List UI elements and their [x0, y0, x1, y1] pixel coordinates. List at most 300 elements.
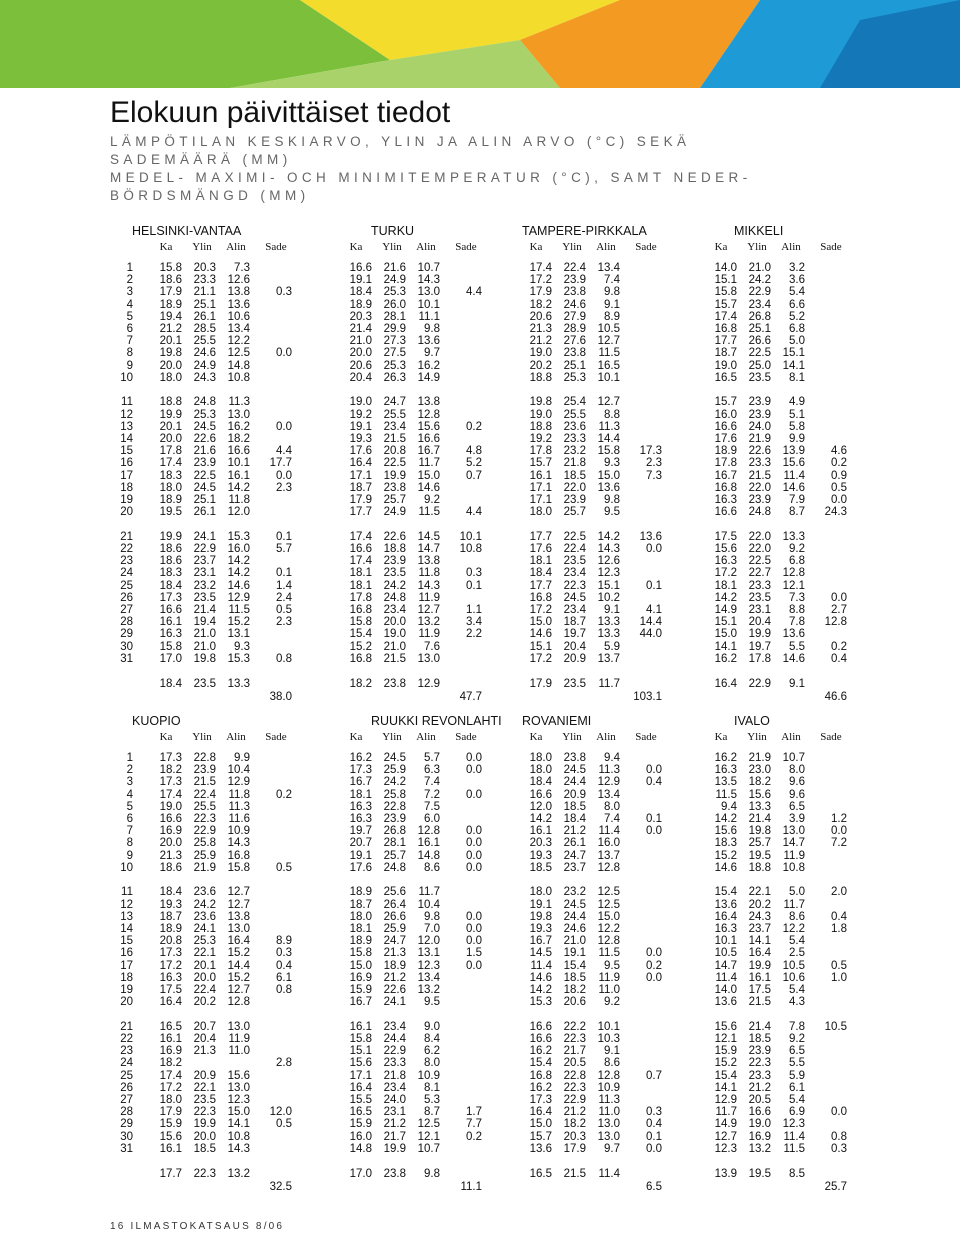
data-cell: 15.7	[529, 1130, 552, 1143]
data-cell: 2.2	[466, 628, 482, 641]
data-cell: 16.3	[714, 764, 737, 777]
summary-cell: 17.9	[529, 678, 552, 691]
data-cell: 17.4	[159, 457, 182, 470]
data-cell: 25.7	[748, 837, 771, 850]
data-cell: 11.5	[228, 604, 250, 616]
data-cell: 16.7	[417, 445, 440, 458]
data-cell: 16.6	[748, 1106, 771, 1119]
data-cell: 26.1	[193, 506, 216, 519]
day-number: 9	[126, 849, 133, 862]
data-cell: 0.0	[466, 935, 482, 948]
data-cell: 24.6	[193, 347, 216, 360]
data-cell: 0.0	[646, 825, 662, 838]
day-number: 2	[126, 764, 133, 777]
data-cell: 11.3	[598, 764, 620, 777]
data-cell: 17.9	[159, 1106, 182, 1119]
summary-cell: 9.8	[424, 1168, 440, 1181]
data-cell: 21.4	[349, 323, 372, 335]
data-cell: 19.5	[159, 506, 182, 519]
data-cell: 18.5	[563, 800, 586, 813]
data-cell: 21.0	[193, 640, 216, 653]
data-cell: 1.1	[466, 604, 482, 616]
data-cell: 24.7	[383, 396, 406, 409]
data-cell: 12.3	[714, 1142, 737, 1155]
data-cell: 21.8	[563, 457, 586, 470]
data-cell: 0.5	[831, 481, 847, 494]
data-cell: 16.2	[227, 420, 250, 433]
data-cell: 0.7	[466, 469, 482, 482]
data-cell: 25.7	[383, 849, 406, 862]
data-cell: 11.7	[783, 898, 805, 911]
data-cell: 15.1	[714, 616, 737, 629]
data-cell: 23.5	[748, 591, 771, 604]
data-cell: 21.4	[748, 1020, 771, 1033]
data-cell: 25.7	[563, 506, 586, 519]
data-cell: 15.1	[714, 274, 737, 287]
data-cell: 25.5	[193, 335, 216, 348]
data-cell: 0.3	[276, 947, 292, 960]
data-cell: 15.3	[529, 996, 552, 1009]
data-cell: 15.0	[529, 1118, 552, 1131]
data-cell: 6.5	[789, 800, 805, 813]
data-cell: 22.3	[193, 813, 216, 825]
summary-cell: 21.5	[563, 1168, 586, 1181]
data-cell: 23.8	[563, 752, 586, 764]
summary-cell: 11.7	[598, 678, 620, 691]
data-cell: 25.1	[193, 494, 216, 506]
data-cell: 15.2	[227, 971, 250, 984]
day-number: 16	[120, 457, 133, 470]
data-cell: 20.8	[383, 445, 406, 458]
data-cell: 18.9	[159, 923, 182, 935]
data-cell: 9.1	[604, 1045, 620, 1058]
data-cell: 7.4	[604, 274, 620, 287]
data-cell: 17.2	[529, 604, 552, 616]
data-cell: 16.3	[349, 800, 372, 813]
data-cell: 12.7	[227, 984, 250, 996]
data-cell: 17.7	[529, 530, 552, 543]
data-cell: 16.7	[529, 935, 552, 948]
data-cell: 6.8	[789, 323, 805, 335]
data-cell: 23.6	[193, 910, 216, 923]
data-cell: 11.4	[715, 971, 737, 984]
data-cell: 15.6	[782, 457, 805, 470]
data-cell: 5.9	[604, 640, 620, 653]
data-cell: 23.5	[383, 567, 406, 580]
data-cell: 23.9	[748, 1045, 771, 1058]
day-number: 14	[120, 433, 133, 445]
data-cell: 11.0	[598, 1106, 620, 1119]
data-cell: 19.9	[748, 959, 771, 972]
data-cell: 16.4	[227, 935, 250, 948]
data-cell: 14.6	[782, 481, 805, 494]
data-cell: 14.2	[714, 813, 737, 825]
data-cell: 0.1	[466, 579, 482, 592]
data-cell: 17.3	[349, 764, 372, 777]
data-cell: 17.3	[159, 947, 182, 960]
data-cell: 25.9	[383, 923, 406, 935]
data-cell: 14.6	[529, 971, 552, 984]
data-cell: 0.0	[831, 494, 847, 506]
day-number: 25	[120, 1069, 133, 1082]
data-cell: 18.4	[529, 776, 552, 789]
day-number: 26	[120, 591, 133, 604]
data-cell: 0.0	[466, 837, 482, 850]
data-cell: 24.3	[824, 506, 847, 519]
day-number: 3	[126, 286, 133, 299]
data-cell: 13.8	[417, 555, 440, 568]
data-cell: 16.2	[714, 752, 737, 764]
column-header: Ka	[349, 241, 363, 253]
data-cell: 18.1	[349, 923, 372, 935]
data-cell: 8.0	[604, 800, 620, 813]
day-number: 23	[120, 555, 133, 568]
data-cell: 13.0	[597, 1130, 620, 1143]
data-cell: 15.6	[748, 788, 771, 801]
data-cell: 21.0	[349, 335, 372, 348]
data-cell: 1.0	[831, 971, 847, 984]
data-cell: 26.8	[383, 825, 406, 838]
data-cell: 18.6	[159, 555, 182, 568]
data-cell: 0.1	[646, 579, 662, 592]
data-cell: 44.0	[639, 628, 662, 641]
data-cell: 10.4	[417, 898, 440, 911]
data-cell: 11.9	[418, 628, 440, 641]
day-number: 11	[121, 886, 133, 899]
data-cell: 5.8	[789, 420, 805, 433]
data-cell: 0.4	[831, 652, 847, 665]
data-cell: 16.2	[529, 1045, 552, 1058]
data-cell: 16.6	[417, 433, 440, 445]
data-cell: 16.5	[714, 371, 737, 384]
data-cell: 1.2	[831, 813, 847, 825]
data-cell: 20.4	[748, 616, 771, 629]
data-cell: 17.8	[349, 591, 372, 604]
day-number: 20	[120, 506, 133, 519]
data-cell: 15.8	[349, 1033, 372, 1045]
data-cell: 17.8	[748, 652, 771, 665]
data-cell: 14.4	[639, 616, 662, 629]
data-cell: 6.6	[789, 298, 805, 311]
data-cell: 14.2	[227, 481, 250, 494]
data-cell: 17.1	[349, 1069, 372, 1082]
data-cell: 13.0	[597, 1118, 620, 1131]
data-cell: 18.2	[563, 984, 586, 996]
data-cell: 15.1	[529, 640, 552, 653]
data-cell: 12.1	[782, 579, 805, 592]
data-cell: 23.6	[193, 886, 216, 899]
data-cell: 11.3	[228, 396, 250, 409]
data-cell: 25.1	[748, 323, 771, 335]
data-cell: 24.7	[383, 935, 406, 948]
data-cell: 7.0	[424, 923, 440, 935]
data-cell: 17.7	[714, 335, 737, 348]
data-cell: 18.8	[159, 396, 182, 409]
data-cell: 25.9	[193, 849, 216, 862]
day-number: 17	[120, 469, 133, 482]
data-cell: 10.5	[597, 323, 620, 335]
data-cell: 12.5	[597, 898, 620, 911]
data-cell: 11.5	[598, 347, 620, 360]
data-cell: 20.0	[383, 616, 406, 629]
data-cell: 21.0	[563, 935, 586, 948]
data-cell: 0.0	[276, 420, 292, 433]
summary-cell: 17.7	[159, 1168, 182, 1181]
column-header: Alin	[781, 241, 801, 253]
data-cell: 16.3	[714, 555, 737, 568]
data-cell: 7.2	[424, 788, 440, 801]
data-cell: 12.8	[417, 825, 440, 838]
data-cell: 13.6	[529, 1142, 552, 1155]
data-cell: 23.3	[748, 1069, 771, 1082]
day-number: 25	[120, 579, 133, 592]
column-header: Ka	[159, 731, 173, 743]
data-cell: 28.5	[193, 323, 216, 335]
data-cell: 22.1	[748, 886, 771, 899]
data-cell: 12.7	[227, 886, 250, 899]
data-cell: 22.3	[563, 579, 586, 592]
data-cell: 20.9	[193, 1069, 216, 1082]
data-cell: 12.9	[597, 776, 620, 789]
data-cell: 5.1	[789, 408, 805, 421]
data-cell: 21.5	[748, 469, 771, 482]
data-cell: 20.2	[748, 898, 771, 911]
data-cell: 12.8	[227, 996, 250, 1009]
data-cell: 13.3	[597, 628, 620, 641]
data-cell: 24.1	[383, 996, 406, 1009]
station-name: TURKU	[371, 224, 415, 238]
data-cell: 22.9	[193, 825, 216, 838]
column-header: Ylin	[747, 731, 767, 743]
data-cell: 15.6	[159, 1130, 182, 1143]
day-number: 4	[126, 298, 133, 311]
data-cell: 10.6	[227, 310, 250, 323]
data-cell: 17.3	[159, 591, 182, 604]
data-cell: 13.1	[227, 628, 250, 641]
data-cell: 14.4	[597, 433, 620, 445]
data-cell: 20.9	[563, 652, 586, 665]
data-cell: 20.7	[349, 837, 372, 850]
data-cell: 23.1	[748, 604, 771, 616]
data-cell: 24.8	[383, 861, 406, 874]
data-cell: 21.1	[193, 286, 216, 299]
data-cell: 17.4	[349, 555, 372, 568]
data-cell: 17.7	[269, 457, 292, 470]
data-cell: 24.6	[563, 298, 586, 311]
summary-cell: 18.4	[159, 678, 182, 691]
data-cell: 17.4	[529, 262, 552, 274]
data-cell: 13.4	[597, 788, 620, 801]
data-cell: 13.6	[782, 628, 805, 641]
station-name: HELSINKI-VANTAA	[132, 224, 242, 238]
data-cell: 3.9	[789, 813, 805, 825]
day-number: 11	[121, 396, 133, 409]
station-name: TAMPERE-PIRKKALA	[522, 224, 647, 238]
data-cell: 9.3	[234, 640, 250, 653]
data-cell: 10.2	[597, 591, 620, 604]
data-cell: 24.8	[748, 506, 771, 519]
day-number: 3	[126, 776, 133, 789]
day-number: 9	[126, 359, 133, 372]
data-cell: 13.0	[227, 1020, 250, 1033]
data-cell: 0.0	[831, 825, 847, 838]
data-cell: 5.7	[276, 543, 292, 555]
data-cell: 10.8	[782, 861, 805, 874]
data-cell: 18.1	[349, 579, 372, 592]
data-cell: 19.9	[383, 1142, 406, 1155]
data-cell: 16.4	[159, 996, 182, 1009]
data-cell: 7.3	[789, 591, 805, 604]
data-cell: 9.8	[604, 286, 620, 299]
summary-cell: 8.5	[789, 1168, 805, 1181]
data-cell: 19.2	[349, 408, 372, 421]
data-cell: 14.2	[227, 567, 250, 580]
data-cell: 13.7	[597, 849, 620, 862]
data-cell: 14.6	[529, 628, 552, 641]
data-cell: 22.4	[563, 543, 586, 555]
data-cell: 15.6	[714, 1020, 737, 1033]
column-header: Sade	[820, 731, 842, 743]
data-cell: 13.0	[227, 1081, 250, 1094]
data-cell: 14.2	[714, 591, 737, 604]
data-cell: 16.3	[159, 971, 182, 984]
data-cell: 5.7	[424, 752, 440, 764]
data-cell: 0.0	[646, 971, 662, 984]
data-cell: 2.7	[831, 604, 847, 616]
data-cell: 23.8	[383, 481, 406, 494]
data-cell: 16.0	[227, 543, 250, 555]
data-cell: 0.1	[276, 567, 292, 580]
data-cell: 16.3	[714, 923, 737, 935]
data-cell: 22.2	[563, 1020, 586, 1033]
data-cell: 0.0	[831, 1106, 847, 1119]
data-cell: 24.5	[563, 764, 586, 777]
data-cell: 12.7	[417, 604, 440, 616]
data-cell: 22.7	[748, 567, 771, 580]
data-cell: 27.6	[563, 335, 586, 348]
data-cell: 17.9	[349, 494, 372, 506]
data-cell: 5.4	[789, 286, 805, 299]
data-cell: 14.3	[417, 579, 440, 592]
data-cell: 8.9	[604, 310, 620, 323]
data-cell: 20.0	[159, 837, 182, 850]
data-cell: 24.9	[193, 359, 216, 372]
data-cell: 2.3	[276, 481, 292, 494]
data-cell: 18.0	[159, 371, 182, 384]
data-cell: 26.1	[193, 310, 216, 323]
data-cell: 0.0	[466, 788, 482, 801]
data-cell: 2.3	[276, 616, 292, 629]
data-cell: 24.3	[748, 910, 771, 923]
subtitle-line: SADEMÄÄRÄ (MM)	[110, 152, 292, 167]
data-cell: 22.0	[748, 543, 771, 555]
data-cell: 15.9	[159, 1118, 182, 1131]
column-header: Ka	[529, 241, 543, 253]
data-cell: 13.9	[782, 445, 805, 458]
data-cell: 19.0	[714, 359, 737, 372]
data-cell: 25.1	[563, 359, 586, 372]
day-number: 19	[120, 984, 133, 996]
data-cell: 16.1	[748, 971, 771, 984]
data-cell: 18.4	[159, 886, 182, 899]
data-cell: 16.5	[159, 1020, 182, 1033]
data-cell: 18.9	[159, 494, 182, 506]
data-cell: 28.9	[563, 323, 586, 335]
data-cell: 1.7	[466, 1106, 482, 1119]
column-header: Alin	[781, 731, 801, 743]
data-cell: 16.6	[159, 604, 182, 616]
data-cell: 17.0	[159, 652, 182, 665]
day-number: 13	[120, 420, 133, 433]
data-cell: 11.5	[715, 788, 737, 801]
data-cell: 0.0	[466, 861, 482, 874]
data-cell: 22.9	[193, 543, 216, 555]
data-cell: 21.5	[748, 996, 771, 1009]
data-cell: 26.1	[563, 837, 586, 850]
data-cell: 23.4	[748, 298, 771, 311]
data-cell: 24.8	[193, 396, 216, 409]
data-cell: 22.5	[748, 347, 771, 360]
day-number: 26	[120, 1081, 133, 1094]
data-cell: 7.8	[789, 616, 805, 629]
column-header: Alin	[596, 241, 616, 253]
data-cell: 14.3	[227, 837, 250, 850]
station-name: ROVANIEMI	[522, 714, 592, 728]
data-cell: 23.3	[563, 433, 586, 445]
data-cell: 19.9	[159, 530, 182, 543]
data-cell: 18.9	[714, 445, 737, 458]
data-cell: 0.9	[831, 469, 847, 482]
data-cell: 11.5	[418, 506, 440, 519]
data-cell: 0.7	[646, 1069, 662, 1082]
data-cell: 15.6	[227, 1069, 250, 1082]
data-cell: 13.2	[748, 1142, 771, 1155]
data-cell: 17.8	[529, 445, 552, 458]
data-cell: 24.2	[383, 776, 406, 789]
column-header: Ka	[714, 241, 728, 253]
data-cell: 19.0	[748, 1118, 771, 1131]
data-cell: 23.4	[383, 604, 406, 616]
data-cell: 10.1	[227, 457, 250, 470]
data-cell: 13.0	[417, 652, 440, 665]
data-cell: 15.0	[714, 628, 737, 641]
data-cell: 0.0	[646, 947, 662, 960]
column-header: Sade	[265, 731, 287, 743]
data-cell: 11.9	[783, 849, 805, 862]
data-cell: 3.4	[466, 616, 482, 629]
data-cell: 16.8	[349, 604, 372, 616]
data-cell: 18.2	[159, 764, 182, 777]
data-cell: 15.7	[714, 396, 737, 409]
data-cell: 0.1	[646, 813, 662, 825]
data-cell: 16.9	[349, 971, 372, 984]
data-cell: 11.6	[228, 813, 250, 825]
data-cell: 23.5	[563, 555, 586, 568]
data-cell: 16.4	[529, 1106, 552, 1119]
data-cell: 15.9	[349, 1118, 372, 1131]
data-cell: 21.4	[748, 813, 771, 825]
data-cell: 20.6	[349, 359, 372, 372]
data-cell: 16.6	[529, 1033, 552, 1045]
data-cell: 21.2	[748, 1081, 771, 1094]
data-cell: 7.9	[789, 494, 805, 506]
column-header: Sade	[455, 241, 477, 253]
data-cell: 13.7	[597, 652, 620, 665]
data-cell: 3.2	[789, 262, 805, 274]
data-cell: 14.7	[782, 837, 805, 850]
data-cell: 22.5	[748, 555, 771, 568]
data-cell: 26.4	[383, 898, 406, 911]
